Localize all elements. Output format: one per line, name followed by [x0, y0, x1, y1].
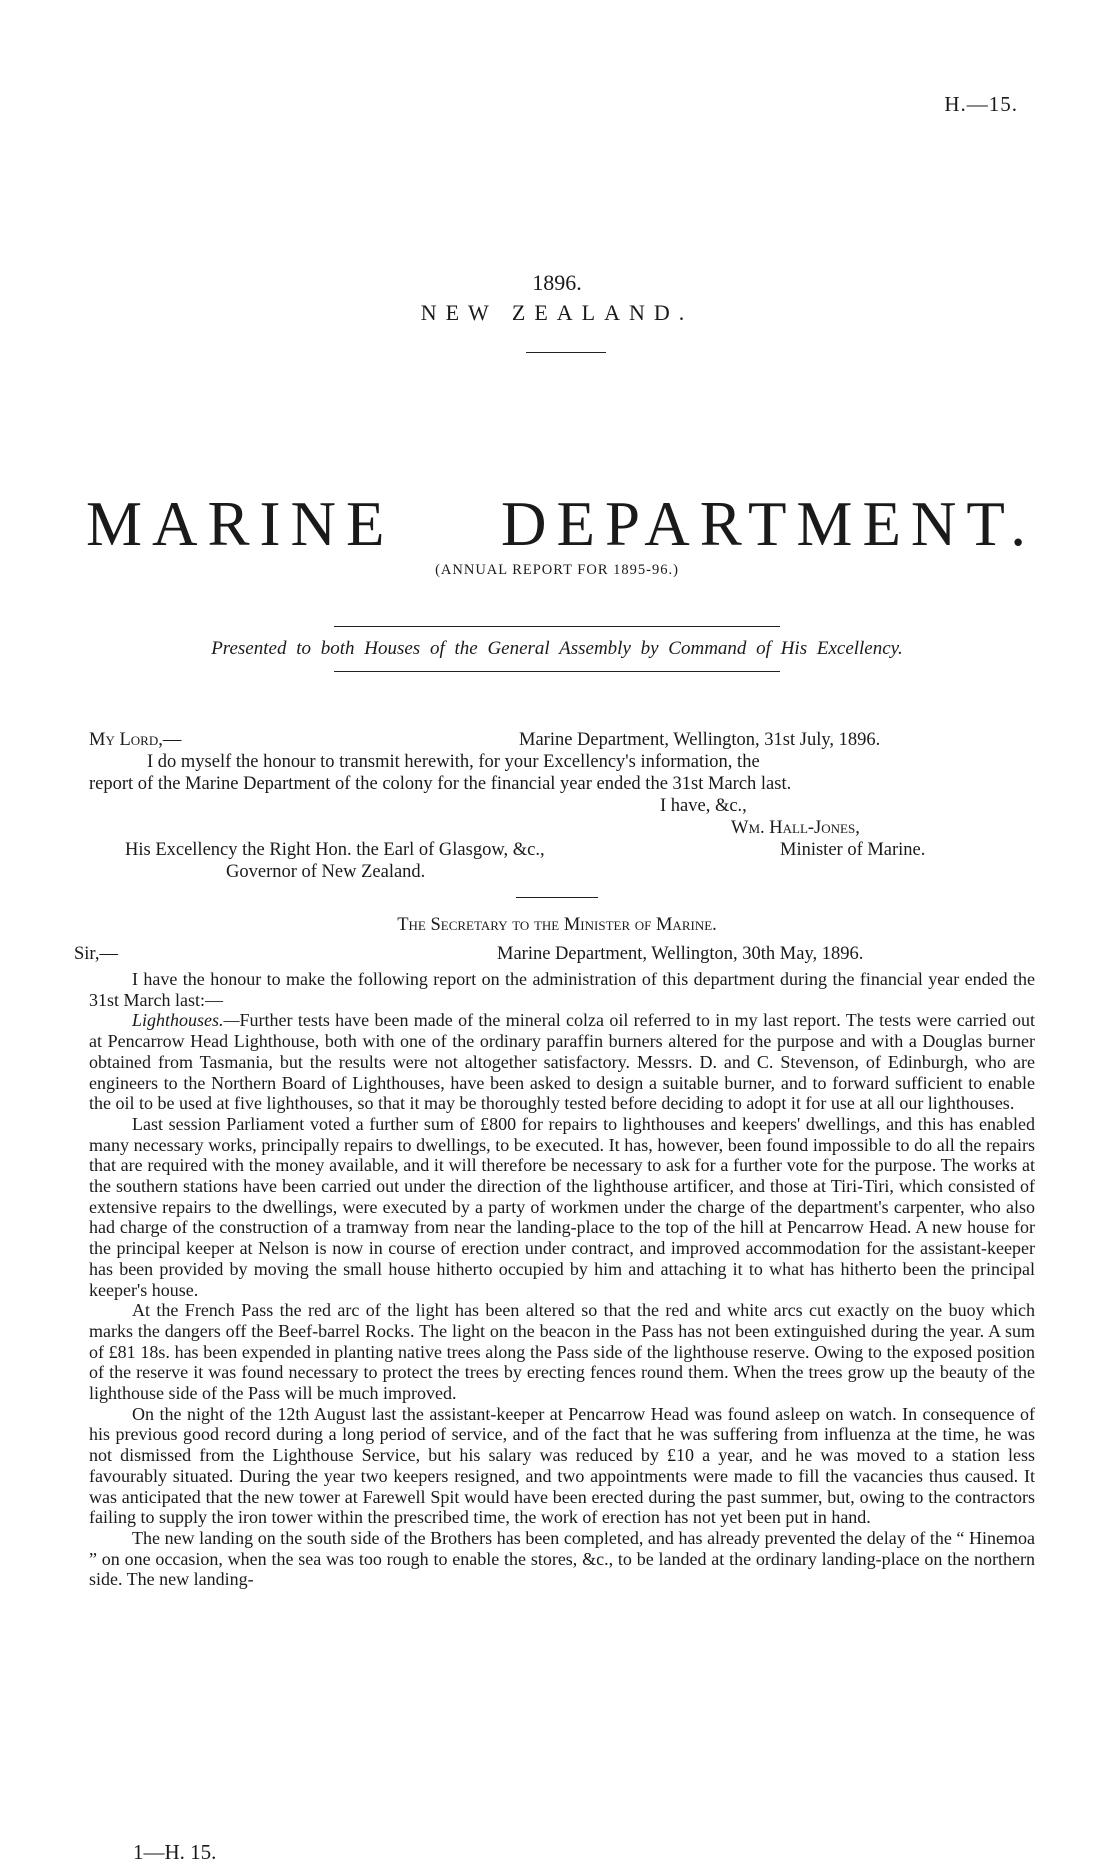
presentation-note: Presented to both Houses of the General Assembly by Command of His Excellency. [211, 638, 903, 659]
paragraph: Last session Parliament voted a further sum of £800 for repairs to lighthouses and keepers' dwellings, and this has enabled many necessary works, principally repairs to dwellings, to be executed. It has, however, been found impossible to do all the repairs that are required with the money available, and it will therefore be necessary to ask for a further vote for the purpose. The works at the southern stations have been carried out under the direction of the lighthouse artificer, and those at Tiri-Tiri, which consisted of extensive repairs to the dwellings, were executed by a party of workmen under the charge of the department's carpenter, who also had charge of the construction of a tramway from near the landing-place to the top of the hill at Pencarrow Head. A new house for the principal keeper at Nelson is now in course of erection under contract, and improved accommodation for the assistant-keeper has been provided by moving the small house hitherto occupied by him and attaching it to what has hitherto been the principal keeper's house. [89, 1113, 1035, 1300]
letter1-signer-title: Minister of Marine. [780, 840, 926, 860]
document-reference: H.—15. [944, 92, 1018, 116]
country-heading: NEW ZEALAND. [420, 300, 694, 325]
salutation-sir: Sir,— [74, 944, 118, 964]
letter2-place-date: Marine Department, Wellington, 30th May, 1896. [497, 944, 864, 964]
paragraph: The new landing on the south side of the Brothers has been completed, and has already prevented the delay of the “ Hinemoa ” on one occasion, when the sea was too rough to enable the stores, &c., to be landed at the ordinary landing-place on the northern side. The new landing- [89, 1527, 1035, 1590]
paragraph: On the night of the 12th August last the assistant-keeper at Pencarrow Head was found asleep on watch. In consequence of his previous good record during a long period of service, and of the fact that he was suffering from influenza at the time, he was not dismissed from the Lighthouse Service, but his salary was reduced by £10 a year, and he was moved to a station less favourably situated. During the year two keepers resigned, and two appointments were made to fill the vacancies thus caused. It was anticipated that the new tower at Farewell Spit would have been erected during the past summer, but, owing to the contractors failing to supply the iron tower within the prescribed time, the work of erection has not yet been put in hand. [89, 1403, 1035, 1528]
letter2-heading: The Secretary to the Minister of Marine. [397, 915, 717, 935]
page-title [86, 488, 1036, 561]
report-body [89, 969, 1035, 1590]
letter1-addressee: Governor of New Zealand. [226, 862, 426, 882]
letter1-signature: Wm. Hall-Jones, [731, 818, 860, 838]
letter1-addressee: His Excellency the Right Hon. the Earl of Glasgow, &c., [125, 840, 545, 860]
letter1-closing: I have, &c., [660, 796, 747, 816]
paragraph [89, 1010, 1035, 1114]
divider [334, 671, 780, 672]
letter1-place-date: Marine Department, Wellington, 31st July, 1896. [519, 730, 881, 750]
salutation-my-lord: My Lord,— [89, 730, 182, 750]
title-word-marine: MARINE [86, 489, 395, 559]
paragraph: I have the honour to make the following report on the administration of this department during the financial year ended the 31st March last:— [89, 969, 1035, 1010]
letter1-body-line: I do myself the honour to transmit herewith, for your Excellency's information, the [147, 752, 760, 772]
document-year: 1896. [532, 270, 582, 295]
title-word-department: DEPARTMENT. [500, 489, 1036, 559]
report-subtitle: (ANNUAL REPORT FOR 1895-96.) [435, 562, 679, 578]
paragraph: At the French Pass the red arc of the light has been altered so that the red and white arcs cut exactly on the buoy which marks the dangers off the Beef-barrel Rocks. The light on the beacon in the Pass has not been extinguished during the year. A sum of £81 18s. has been expended in planting native trees along the Pass side of the lighthouse reserve. Owing to the exposed position of the reserve it was found necessary to protect the trees by erecting fences round them. When the trees grow up the beauty of the lighthouse side of the Pass will be much improved. [89, 1300, 1035, 1404]
page-marker: 1—H. 15. [133, 1840, 217, 1864]
section-label-lighthouses: Lighthouses.— [132, 1010, 240, 1031]
letter1-body-line: report of the Marine Department of the colony for the financial year ended the 31st March last. [89, 774, 792, 794]
divider [526, 352, 606, 353]
divider [334, 626, 780, 627]
divider [516, 897, 598, 898]
paragraph-text: Further tests have been made of the mineral colza oil referred to in my last report. The tests were carried out at Pencarrow Head Lighthouse, both with one of the ordinary paraffin burners altered for the purpose and with a Douglas burner obtained from Tasmania, but the results were not altogether satisfactory. Messrs. D. and C. Stevenson, of Edinburgh, who are engineers to the Northern Board of Lighthouses, have been asked to design a suitable burner, and to forward sufficient to enable the oil to be used at five lighthouses, so that it may be thoroughly tested before deciding to adopt it for use at all our lighthouses. [89, 1010, 1035, 1114]
